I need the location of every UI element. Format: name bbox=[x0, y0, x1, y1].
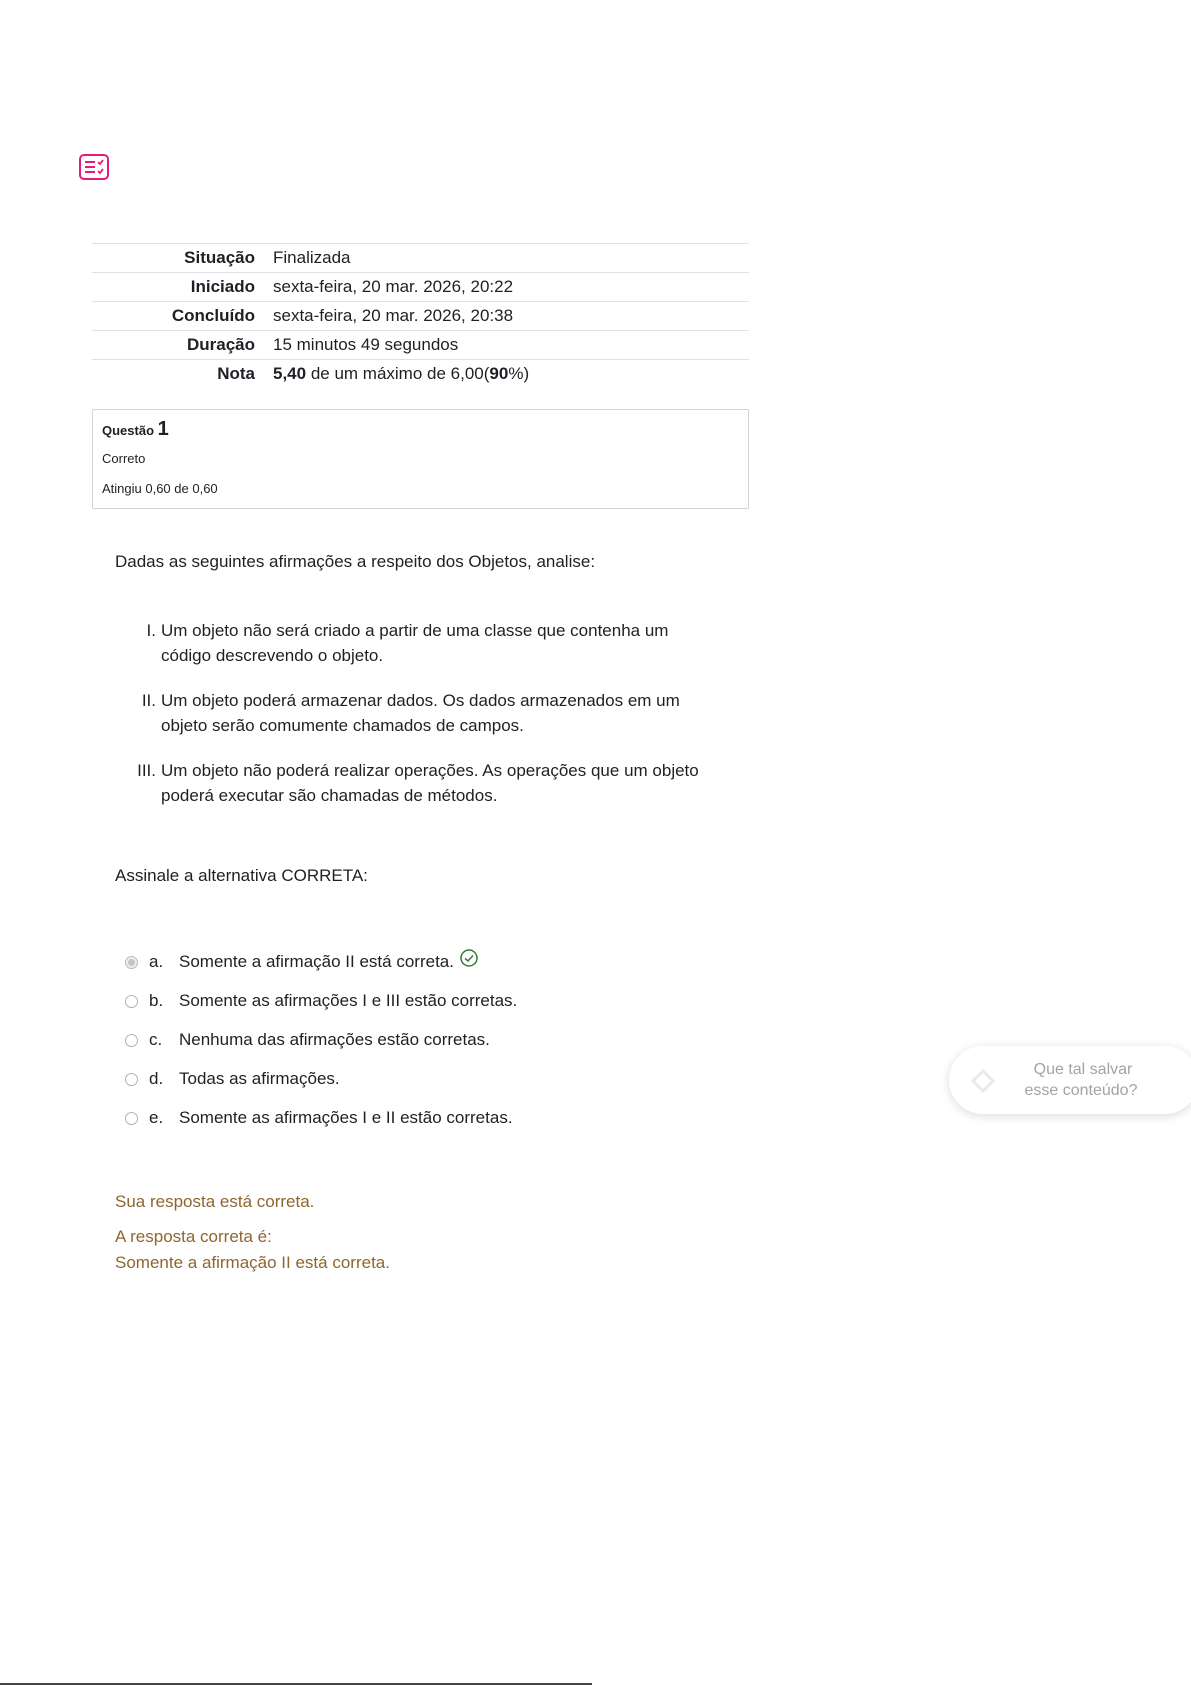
question-prefix: Questão bbox=[102, 423, 155, 438]
feedback-status: Sua resposta está correta. bbox=[115, 1192, 315, 1211]
grade-label: Nota bbox=[217, 364, 255, 384]
answer-letter: a. bbox=[149, 952, 164, 971]
answer-radio[interactable] bbox=[125, 956, 138, 969]
statement-number: II. bbox=[141, 691, 156, 710]
row-value: sexta-feira, 20 mar. 2026, 20:22 bbox=[273, 277, 514, 296]
table-row bbox=[92, 273, 749, 302]
bookmark-icon bbox=[969, 1067, 997, 1095]
row-label: Situação bbox=[184, 248, 255, 267]
answer-text-wrap bbox=[179, 952, 478, 972]
row-value: 15 minutos 49 segundos bbox=[273, 335, 459, 354]
grade-percent: 90 bbox=[489, 364, 509, 384]
row-label: Duração bbox=[186, 335, 255, 354]
answer-letter: b. bbox=[149, 991, 164, 1010]
correct-check-icon bbox=[460, 949, 478, 972]
question-state: Correto bbox=[102, 451, 146, 466]
answer-radio[interactable] bbox=[125, 995, 138, 1008]
statement-number: I. bbox=[146, 621, 156, 640]
table-row bbox=[92, 244, 749, 273]
answer-text: Somente as afirmações I e III estão corretas. bbox=[179, 991, 518, 1010]
answer-radio[interactable] bbox=[125, 1073, 138, 1086]
row-label: Concluído bbox=[171, 306, 255, 325]
statement-text: Um objeto não poderá realizar operações. As operações que um objeto poderá executar são chamadas de métodos. bbox=[161, 761, 699, 805]
grade-value bbox=[273, 360, 749, 389]
statement-text: Um objeto não será criado a partir de uma classe que contenha um código descrevendo o objeto. bbox=[161, 621, 669, 665]
answer-radio[interactable] bbox=[125, 1112, 138, 1125]
answer-letter: d. bbox=[149, 1069, 164, 1088]
answer-feedback bbox=[115, 1192, 390, 1276]
feedback-right-label: A resposta correta é: bbox=[115, 1227, 272, 1246]
grade-score: 5,40 bbox=[273, 364, 307, 384]
grade-end: %) bbox=[508, 364, 530, 384]
row-label: Iniciado bbox=[190, 277, 255, 296]
question-instruction: Assinale a alternativa CORRETA: bbox=[115, 866, 368, 885]
save-prompt-line2: esse conteúdo? bbox=[1024, 1082, 1138, 1099]
table-row bbox=[92, 331, 749, 360]
answer-text: Somente a afirmação II está correta. bbox=[179, 952, 454, 971]
table-row bbox=[92, 360, 749, 389]
feedback-right-answer: Somente a afirmação II está correta. bbox=[115, 1253, 390, 1272]
answer-text: Todas as afirmações. bbox=[179, 1069, 340, 1088]
question-info-box bbox=[92, 409, 749, 509]
question-mark: Atingiu 0,60 de 0,60 bbox=[102, 481, 218, 496]
question-number bbox=[102, 418, 169, 441]
question-number-value: 1 bbox=[157, 418, 169, 440]
save-content-button[interactable] bbox=[949, 1046, 1191, 1114]
answer-text: Nenhuma das afirmações estão corretas. bbox=[179, 1030, 490, 1049]
row-value: Finalizada bbox=[273, 248, 351, 267]
quiz-icon bbox=[79, 154, 109, 184]
statement-text: Um objeto poderá armazenar dados. Os dados armazenados em um objeto serão comumente chamados de campos. bbox=[161, 691, 680, 735]
answer-letter: c. bbox=[149, 1030, 163, 1049]
statement-list bbox=[115, 618, 715, 828]
answer-letter: e. bbox=[149, 1108, 164, 1127]
question-text: Dadas as seguintes afirmações a respeito dos Objetos, analise: bbox=[115, 552, 596, 571]
list-item bbox=[115, 618, 715, 668]
save-prompt-line1: Que tal salvar bbox=[1033, 1061, 1133, 1078]
statement-number: III. bbox=[137, 761, 156, 780]
table-row bbox=[92, 302, 749, 331]
grade-middle: de um máximo de 6,00( bbox=[306, 364, 490, 384]
answer-radio[interactable] bbox=[125, 1034, 138, 1047]
row-value: sexta-feira, 20 mar. 2026, 20:38 bbox=[273, 306, 514, 325]
list-item bbox=[115, 688, 715, 738]
attempt-summary-table bbox=[92, 243, 749, 389]
answer-text: Somente as afirmações I e II estão corretas. bbox=[179, 1108, 513, 1127]
list-item bbox=[115, 758, 715, 808]
